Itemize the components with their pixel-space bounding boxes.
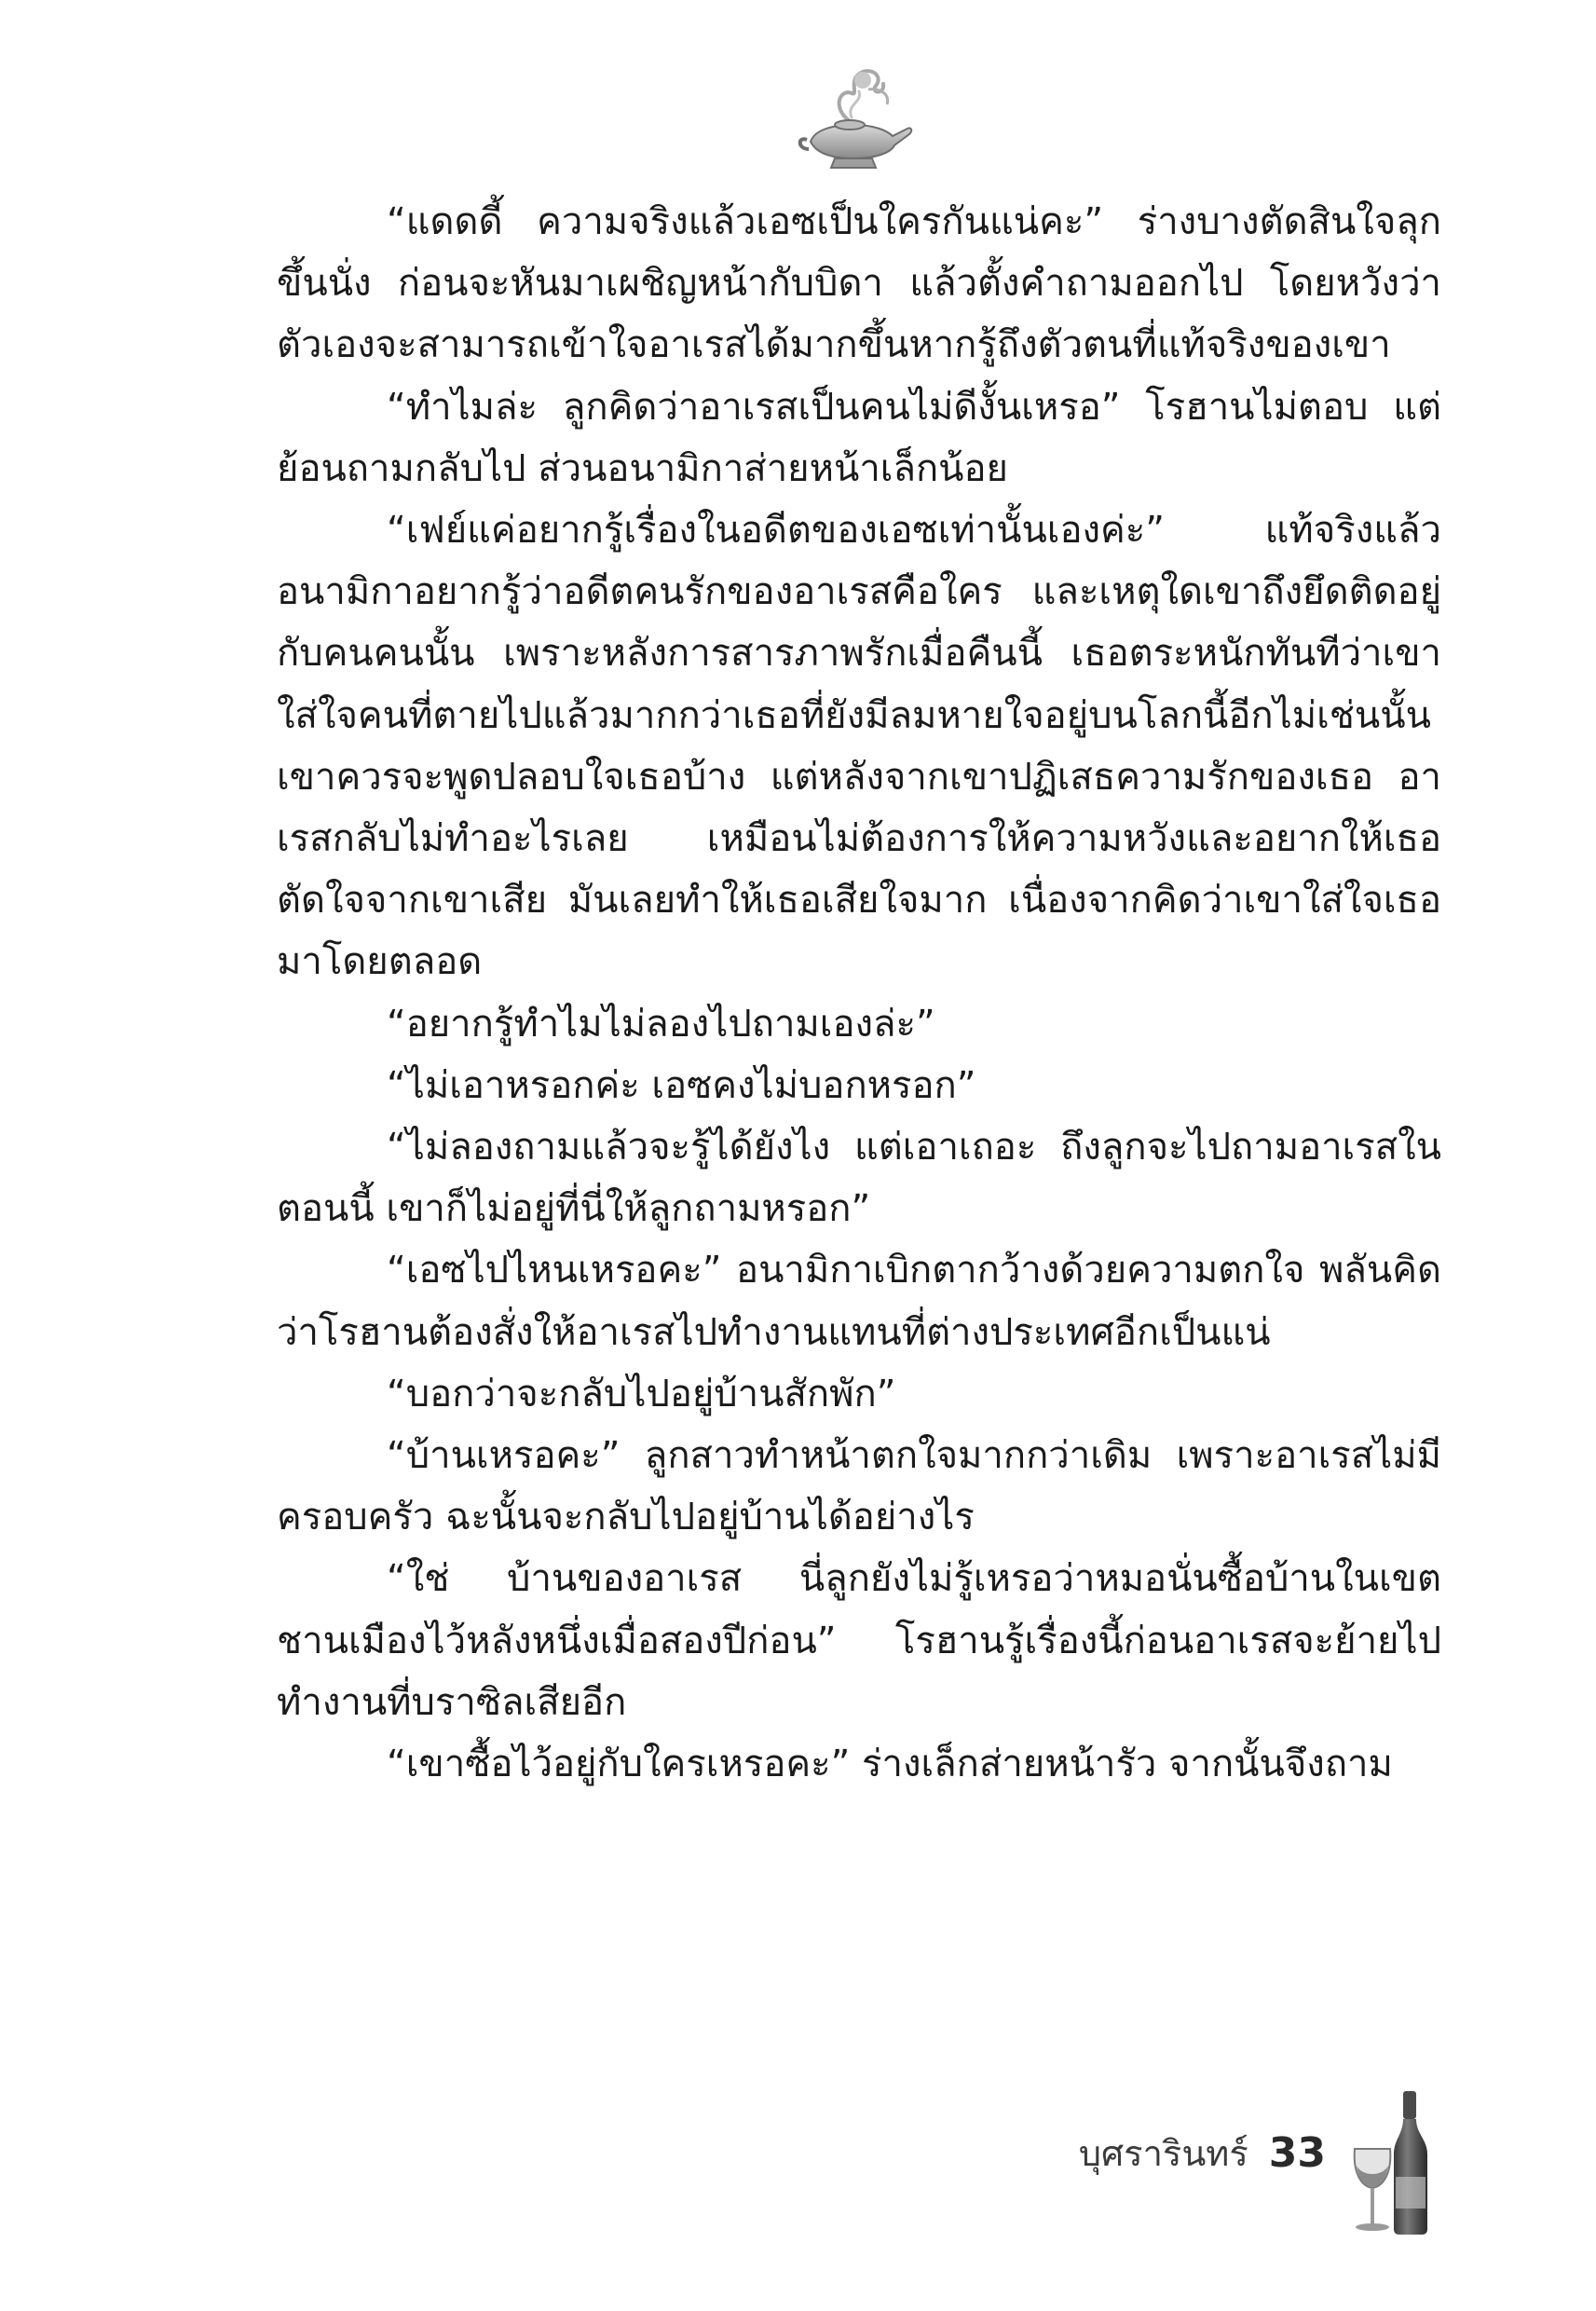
page-number: 33: [1268, 2128, 1326, 2177]
paragraph: “เขาซื้อไว้อยู่กับใครเหรอคะ” ร่างเล็กส่ายหน้ารัว จากนั้นจึงถาม: [387, 1743, 1393, 1786]
paragraph: “แดดดี้ ความจริงแล้วเอซเป็นใครกันแน่คะ” ร่างบางตัดสินใจลุกขึ้นนั่ง ก่อนจะหันมาเผชิญหน้ากับบิดา แล้วตั้งคำถามออกไป โดยหวังว่าตัวเองจะสามารถเข้าใจอาเรสได้มากขึ้นหากรู้ถึงตัวตนที่แท้จริงของเขา: [277, 200, 1441, 367]
paragraph: “อยากรู้ทำไมไม่ลองไปถามเองล่ะ”: [387, 1002, 935, 1046]
paragraph: “ใช่ บ้านของอาเรส นี่ลูกยังไม่รู้เหรอว่าหมอนั่นซื้อบ้านในเขตชานเมืองไว้หลังหนึ่งเมื่อสองปีก่อน” โรฮานรู้เรื่องนี้ก่อนอาเรสจะย้ายไปทำงานที่บราซิลเสียอีก: [277, 1557, 1441, 1724]
page-footer: [1079, 2115, 1326, 2190]
genie-lamp-icon: [794, 56, 915, 177]
story-text: [277, 191, 1441, 1795]
paragraph: “เอซไปไหนเหรอคะ” อนามิกาเบิกตากว้างด้วยความตกใจ พลันคิดว่าโรฮานต้องสั่งให้อาเรสไปทำงานแทนที่ต่างประเทศอีกเป็นแน่: [277, 1249, 1441, 1354]
paragraph: “เฟย์แค่อยากรู้เรื่องในอดีตของเอซเท่านั้นเองค่ะ” แท้จริงแล้วอนามิกาอยากรู้ว่าอดีตคนรักของอาเรสคือใคร และเหตุใดเขาถึงยึดติดอยู่กับคนคนนั้น เพราะหลังการสารภาพรักเมื่อคืนนี้ เธอตระหนักทันทีว่าเขาใส่ใจคนที่ตายไปแล้วมากกว่าเธอที่ยังมีลมหายใจอยู่บนโลกนี้อีกไม่เช่นนั้นเขาควรจะพูดปลอบใจเธอบ้าง แต่หลังจากเขาปฏิเสธความรักของเธอ อาเรสกลับไม่ทำอะไรเลย เหมือนไม่ต้องการให้ความหวังและอยากให้เธอตัดใจจากเขาเสีย มันเลยทำให้เธอเสียใจมาก เนื่องจากคิดว่าเขาใส่ใจเธอมาโดยตลอด: [277, 509, 1441, 984]
paragraph: “ไม่ลองถามแล้วจะรู้ได้ยังไง แต่เอาเถอะ ถึงลูกจะไปถามอาเรสในตอนนี้ เขาก็ไม่อยู่ที่นี่ให้ลูกถามหรอก”: [277, 1126, 1441, 1231]
paragraph: “บอกว่าจะกลับไปอยู่บ้านสักพัก”: [387, 1372, 896, 1415]
paragraph: “บ้านเหรอคะ” ลูกสาวทำหน้าตกใจมากกว่าเดิม เพราะอาเรสไม่มีครอบครัว ฉะนั้นจะกลับไปอยู่บ้านได้อย่างไร: [277, 1434, 1441, 1539]
wine-bottle-glass-icon: [1342, 2087, 1444, 2236]
paragraph: “ทำไมล่ะ ลูกคิดว่าอาเรสเป็นคนไม่ดีงั้นเหรอ” โรฮานไม่ตอบ แต่ย้อนถามกลับไป ส่วนอนามิกาส่ายหน้าเล็กน้อย: [277, 385, 1441, 490]
footer-author: บุศรารินทร์: [1078, 2132, 1248, 2174]
paragraph: “ไม่เอาหรอกค่ะ เอซคงไม่บอกหรอก”: [387, 1063, 976, 1107]
